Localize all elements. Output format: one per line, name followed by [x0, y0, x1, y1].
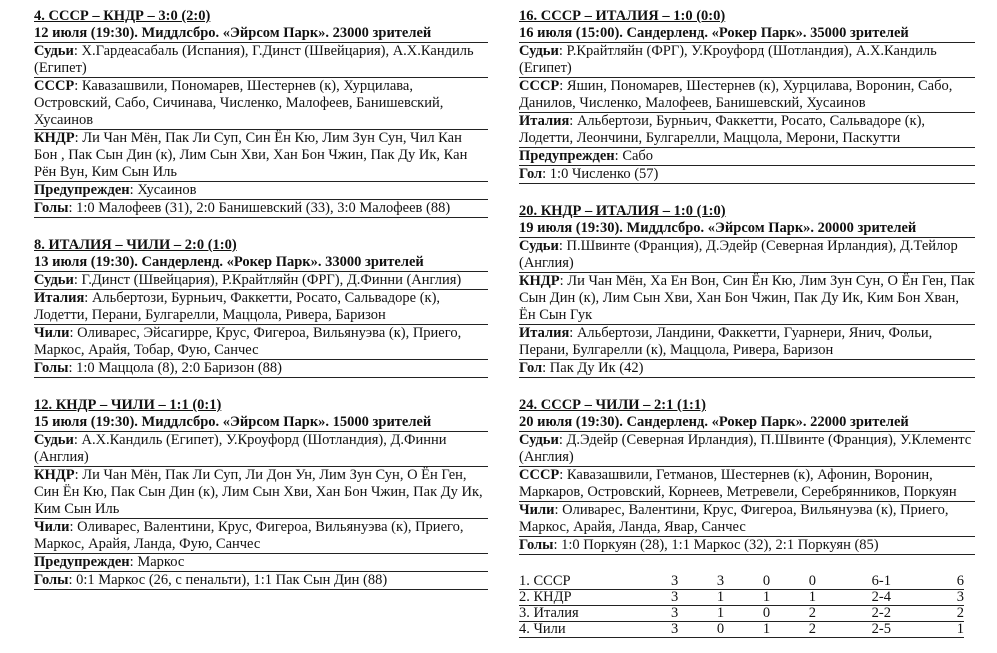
goals-line — [34, 360, 488, 378]
match-venue: 12 июля (19:30). Миддлсбро. «Эйрсом Парк». 23000 зрителей — [34, 25, 488, 43]
played-cell: 3 — [652, 606, 698, 622]
section-label: Голы — [34, 360, 69, 376]
lineup-line — [34, 290, 488, 325]
table-row — [519, 590, 964, 606]
group-standings-table — [519, 574, 964, 638]
goals-cell: 2-5 — [835, 622, 927, 638]
section-label: КНДР — [34, 130, 75, 146]
section-label: Голы — [34, 200, 69, 216]
section-text: : Яшин, Пономарев, Шестернев (к), Хурцилава, Воронин, Сабо, Данилов, Численко, Малофеев, Банишевский, Хусаинов — [519, 78, 953, 111]
team-cell: 4. Чили — [519, 622, 652, 638]
losses-cell: 2 — [789, 622, 835, 638]
lineup-line — [34, 519, 488, 554]
match-title: 20. КНДР – ИТАЛИЯ – 1:0 (1:0) — [519, 203, 726, 219]
section-text: : 1:0 Малофеев (31), 2:0 Банишевский (33), 3:0 Малофеев (88) — [68, 200, 451, 216]
section-text: : Ли Чан Мён, Пак Ли Суп, Син Ён Кю, Лим Зун Сун, Чил Кан Бон , Пак Сын Дин (к), Лим Сын Хви, Хан Бон Чжин, Пак Ду Ик, Кан Рён Вун, Ким Сын Иль — [34, 130, 468, 180]
match-block — [519, 203, 975, 378]
section-text: : Хусаинов — [129, 182, 197, 198]
losses-cell: 2 — [789, 606, 835, 622]
draws-cell: 1 — [744, 590, 790, 606]
section-label: КНДР — [519, 273, 560, 289]
section-text: : П.Швинте (Франция), Д.Эдейр (Северная Ирландия), Д.Тейлор (Англия) — [519, 238, 958, 271]
section-label: СССР — [519, 467, 560, 483]
section-text: : Р.Крайтляйн (ФРГ), У.Кроуфорд (Шотландия), А.Х.Кандиль (Египет) — [519, 43, 937, 76]
lineup-line — [519, 467, 975, 502]
goals-line — [34, 572, 488, 590]
lineup-line — [519, 325, 975, 360]
referees-line — [519, 43, 975, 78]
section-text: : 1:0 Поркуян (28), 1:1 Маркос (32), 2:1 Поркуян (85) — [553, 537, 879, 553]
table-row — [519, 606, 964, 622]
section-label: СССР — [34, 78, 75, 94]
lineup-line — [34, 130, 488, 182]
match-title: 4. СССР – КНДР – 3:0 (2:0) — [34, 8, 211, 24]
match-title: 12. КНДР – ЧИЛИ – 1:1 (0:1) — [34, 397, 222, 413]
section-label: СССР — [519, 78, 560, 94]
warning-line — [519, 148, 975, 166]
left-column — [34, 8, 488, 609]
section-text: : Оливарес, Эйсагирре, Крус, Фигероа, Вильянуэва (к), Приего, Маркос, Арайя, Тобар, Фую, Санчес — [34, 325, 462, 358]
section-label: Предупрежден — [34, 182, 130, 198]
section-text: : Д.Эдейр (Северная Ирландия), П.Швинте (Франция), У.Клементс (Англия) — [519, 432, 972, 465]
section-label: Голы — [34, 572, 69, 588]
points-cell: 1 — [927, 622, 964, 638]
section-text: : Ли Чан Мён, Ха Ен Вон, Син Ён Кю, Лим Зун Сун, О Ён Ген, Пак Сын Дин (к), Лим Сын Хви, Хан Бон Чжин, Пак Ду Ик, Ким Бон Хван, Ён Сын Гук — [519, 273, 975, 323]
points-cell: 2 — [927, 606, 964, 622]
section-text: : Кавазашвили, Пономарев, Шестернев (к), Хурцилава, Островский, Сабо, Сичинава, Численко, Малофеев, Банишевский, Хусаинов — [34, 78, 444, 128]
section-text: : Г.Динст (Швейцария), Р.Крайтляйн (ФРГ), Д.Финни (Англия) — [73, 272, 462, 288]
section-label: Судьи — [519, 238, 559, 254]
played-cell: 3 — [652, 590, 698, 606]
section-text: : Оливарес, Валентини, Крус, Фигероа, Вильянуэва (к), Приего, Маркос, Арайя, Ланда, Фую, Санчес — [34, 519, 464, 552]
section-label: Предупрежден — [34, 554, 130, 570]
match-title: 24. СССР – ЧИЛИ – 2:1 (1:1) — [519, 397, 706, 413]
section-text: : Ли Чан Мён, Пак Ли Суп, Ли Дон Ун, Лим Зун Сун, О Ён Ген, Син Ён Кю, Пак Сын Дин (к), Лим Сын Хви, Хан Бон Чжин, Пак Ду Ик, Ким Сын Иль — [34, 467, 483, 517]
match-venue: 19 июля (19:30). Миддлсбро. «Эйрсом Парк». 20000 зрителей — [519, 220, 975, 238]
lineup-line — [519, 78, 975, 113]
wins-cell: 1 — [698, 606, 744, 622]
match-venue: 20 июля (19:30). Сандерленд. «Рокер Парк». 22000 зрителей — [519, 414, 975, 432]
match-title: 16. СССР – ИТАЛИЯ – 1:0 (0:0) — [519, 8, 726, 24]
points-cell: 3 — [927, 590, 964, 606]
section-text: : 1:0 Численко (57) — [542, 166, 659, 182]
section-label: Италия — [519, 325, 570, 341]
section-label: Судьи — [519, 43, 559, 59]
played-cell: 3 — [652, 574, 698, 590]
match-block — [519, 397, 975, 555]
referees-line — [519, 432, 975, 467]
goals-cell: 2-4 — [835, 590, 927, 606]
goals-line — [519, 537, 975, 555]
team-cell: 1. СССР — [519, 574, 652, 590]
section-text: : Альбертози, Ландини, Факкетти, Гуарнери, Янич, Фольи, Перани, Булгарелли (к), Маццола, Ривера, Баризон — [519, 325, 933, 358]
lineup-line — [519, 502, 975, 537]
draws-cell: 1 — [744, 622, 790, 638]
lineup-line — [34, 325, 488, 360]
section-text: : 1:0 Маццола (8), 2:0 Баризон (88) — [68, 360, 282, 376]
lineup-line — [519, 273, 975, 325]
points-cell: 6 — [927, 574, 964, 590]
referees-line — [34, 43, 488, 78]
losses-cell: 0 — [789, 574, 835, 590]
table-row — [519, 622, 964, 638]
match-block — [34, 397, 488, 590]
section-label: Судьи — [34, 43, 74, 59]
section-label: Чили — [34, 519, 70, 535]
goals-line — [519, 166, 975, 184]
section-label: Италия — [34, 290, 85, 306]
team-cell: 2. КНДР — [519, 590, 652, 606]
section-label: Италия — [519, 113, 570, 129]
section-label: Чили — [34, 325, 70, 341]
section-label: Судьи — [34, 272, 74, 288]
match-block — [34, 237, 488, 378]
section-text: : Альбертози, Бурньич, Факкетти, Росато, Сальвадоре (к), Лодетти, Перани, Булгарелли, Маццола, Ривера, Баризон — [34, 290, 441, 323]
section-label: Голы — [519, 537, 554, 553]
match-title: 8. ИТАЛИЯ – ЧИЛИ – 2:0 (1:0) — [34, 237, 237, 253]
goals-cell: 6-1 — [835, 574, 927, 590]
lineup-line — [34, 467, 488, 519]
referees-line — [519, 238, 975, 273]
section-text: : Пак Ду Ик (42) — [542, 360, 644, 376]
section-text: : Сабо — [614, 148, 654, 164]
referees-line — [34, 432, 488, 467]
team-cell: 3. Италия — [519, 606, 652, 622]
warning-line — [34, 554, 488, 572]
match-block — [34, 8, 488, 218]
wins-cell: 0 — [698, 622, 744, 638]
section-text: : Х.Гардеасабаль (Испания), Г.Динст (Швейцария), А.Х.Кандиль (Египет) — [34, 43, 474, 76]
draws-cell: 0 — [744, 574, 790, 590]
wins-cell: 3 — [698, 574, 744, 590]
match-venue: 16 июля (15:00). Сандерленд. «Рокер Парк». 35000 зрителей — [519, 25, 975, 43]
goals-cell: 2-2 — [835, 606, 927, 622]
draws-cell: 0 — [744, 606, 790, 622]
warning-line — [34, 182, 488, 200]
match-block — [519, 8, 975, 184]
section-label: Гол — [519, 166, 543, 182]
section-text: : Оливарес, Валентини, Крус, Фигероа, Вильянуэва (к), Приего, Маркос, Арайя, Ланда, Явар, Санчес — [519, 502, 949, 535]
goals-line — [34, 200, 488, 218]
section-label: Предупрежден — [519, 148, 615, 164]
section-label: Гол — [519, 360, 543, 376]
lineup-line — [519, 113, 975, 148]
section-text: : Кавазашвили, Гетманов, Шестернев (к), Афонин, Воронин, Маркаров, Островский, Корнеев, Метревели, Серебрянников, Поркуян — [519, 467, 957, 500]
wins-cell: 1 — [698, 590, 744, 606]
section-label: Чили — [519, 502, 555, 518]
section-text: : Маркос — [129, 554, 185, 570]
referees-line — [34, 272, 488, 290]
section-text: : 0:1 Маркос (26, с пенальти), 1:1 Пак Сын Дин (88) — [68, 572, 388, 588]
table-row — [519, 574, 964, 590]
section-label: КНДР — [34, 467, 75, 483]
section-label: Судьи — [519, 432, 559, 448]
match-venue: 15 июля (19:30). Миддлсбро. «Эйрсом Парк». 15000 зрителей — [34, 414, 488, 432]
section-text: : А.Х.Кандиль (Египет), У.Кроуфорд (Шотландия), Д.Финни (Англия) — [34, 432, 447, 465]
played-cell: 3 — [652, 622, 698, 638]
section-label: Судьи — [34, 432, 74, 448]
match-venue: 13 июля (19:30). Сандерленд. «Рокер Парк». 33000 зрителей — [34, 254, 488, 272]
lineup-line — [34, 78, 488, 130]
goals-line — [519, 360, 975, 378]
losses-cell: 1 — [789, 590, 835, 606]
right-column — [519, 8, 975, 638]
section-text: : Альбертози, Бурньич, Факкетти, Росато, Сальвадоре (к), Лодетти, Леончини, Булгарелли, Маццола, Мерони, Паскутти — [519, 113, 926, 146]
